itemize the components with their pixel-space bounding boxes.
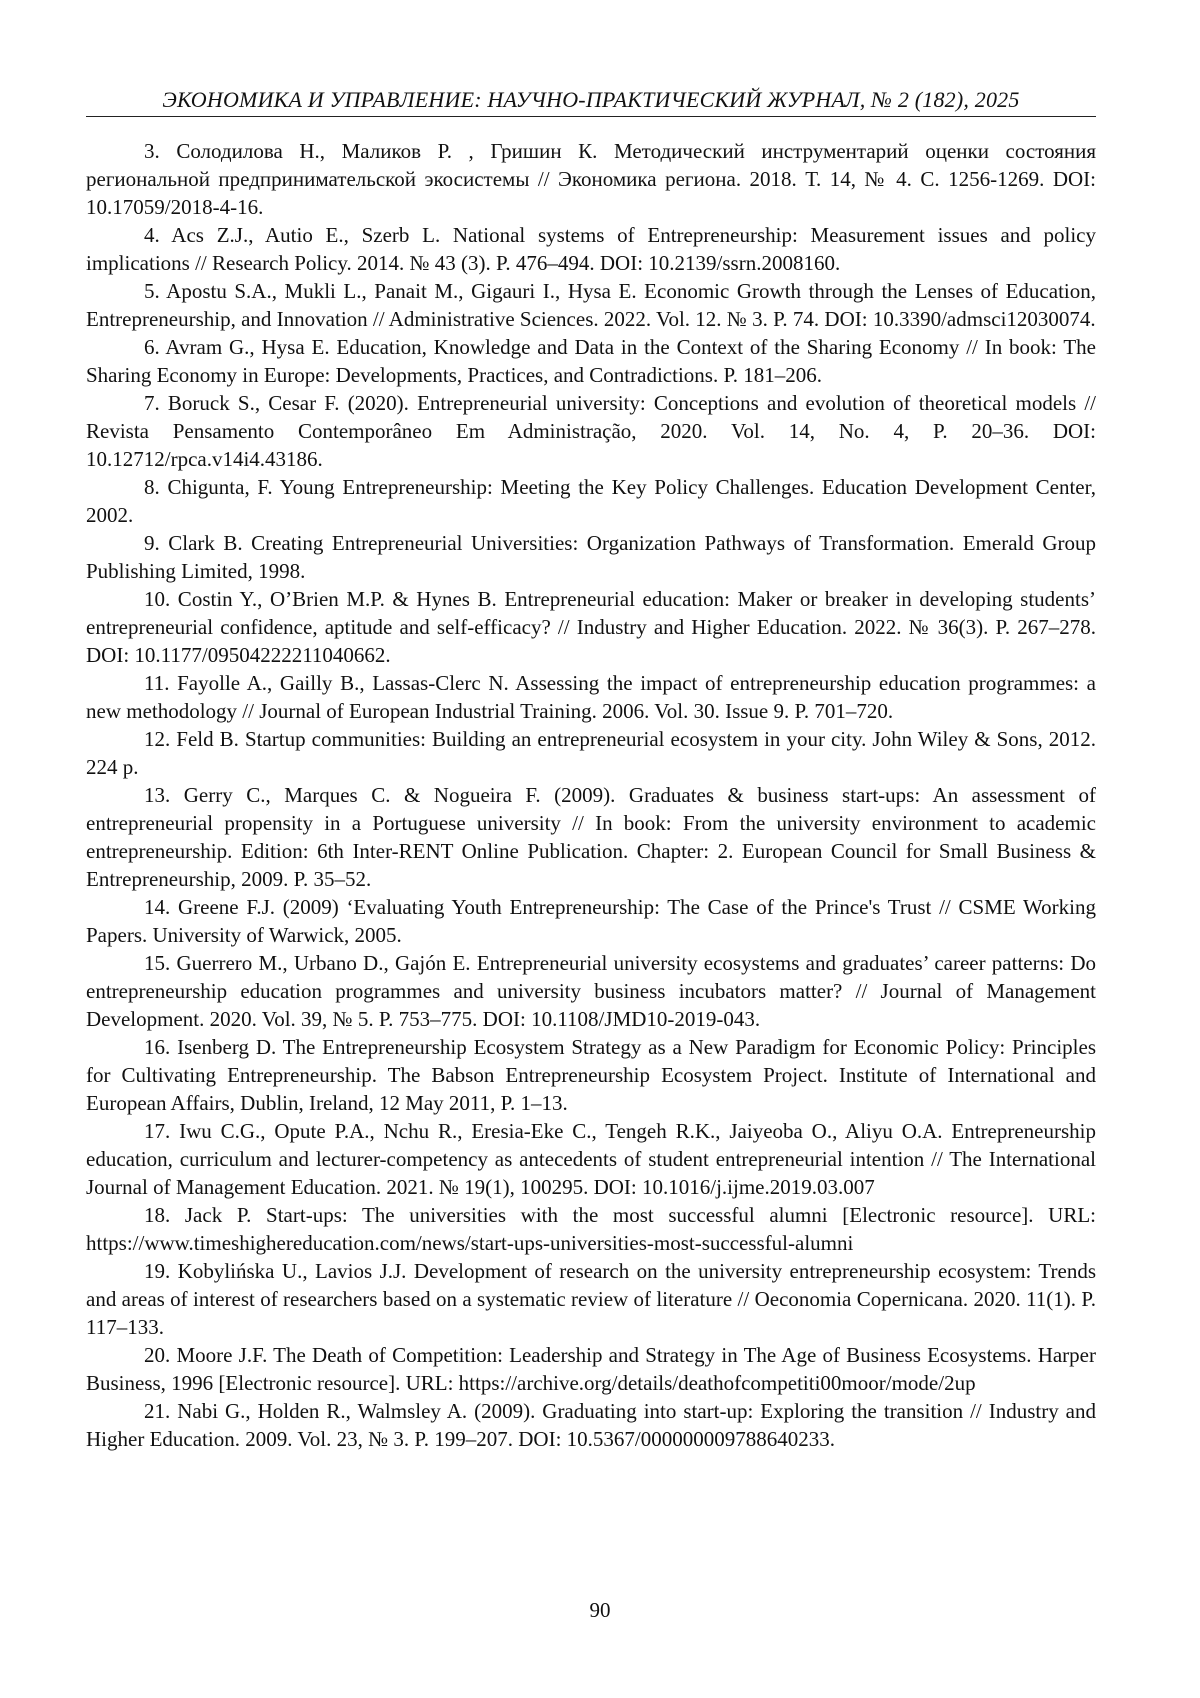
reference-item: 5. Apostu S.A., Mukli L., Panait M., Gigauri I., Hysa E. Economic Growth through the Lenses of Education, Entrepreneurship, and Innovation // Administrative Sciences. 2022. Vol. 12. № 3. P. 74. DOI: 10.3390/admsci12030074. <box>86 277 1096 333</box>
reference-item: 4. Acs Z.J., Autio E., Szerb L. National systems of Entrepreneurship: Measurement issues and policy implications // Research Policy. 2014. № 43 (3). P. 476–494. DOI: 10.2139/ssrn.2008160. <box>86 221 1096 277</box>
reference-item: 12. Feld B. Startup communities: Building an entrepreneurial ecosystem in your city. John Wiley & Sons, 2012. 224 p. <box>86 725 1096 781</box>
page-number: 90 <box>0 1596 1200 1624</box>
running-header: ЭКОНОМИКА И УПРАВЛЕНИЕ: НАУЧНО-ПРАКТИЧЕСКИЙ ЖУРНАЛ, № 2 (182), 2025 <box>86 86 1096 114</box>
reference-item: 7. Boruck S., Cesar F. (2020). Entrepreneurial university: Conceptions and evolution of theoretical models // Revista Pensamento Contemporâneo Em Administração, 2020. Vol. 14, No. 4, P. 20–36. DOI: 10.12712/rpca.v14i4.43186. <box>86 389 1096 473</box>
reference-item: 21. Nabi G., Holden R., Walmsley A. (2009). Graduating into start-up: Exploring the transition // Industry and Higher Education. 2009. Vol. 23, № 3. P. 199–207. DOI: 10.5367/000000009788640233. <box>86 1397 1096 1453</box>
reference-item: 9. Clark B. Creating Entrepreneurial Universities: Organization Pathways of Transformation. Emerald Group Publishing Limited, 1998. <box>86 529 1096 585</box>
reference-item: 8. Chigunta, F. Young Entrepreneurship: Meeting the Key Policy Challenges. Education Development Center, 2002. <box>86 473 1096 529</box>
reference-item: 6. Avram G., Hysa E. Education, Knowledge and Data in the Context of the Sharing Economy // In book: The Sharing Economy in Europe: Developments, Practices, and Contradictions. P. 181–206. <box>86 333 1096 389</box>
reference-item: 18. Jack P. Start-ups: The universities with the most successful alumni [Electronic resource]. URL: https://www.timeshighereducation.com/news/start-ups-universities-most-successful-alumni <box>86 1201 1096 1257</box>
reference-item: 11. Fayolle A., Gailly B., Lassas-Clerc N. Assessing the impact of entrepreneurship education programmes: a new methodology // Journal of European Industrial Training. 2006. Vol. 30. Issue 9. P. 701–720. <box>86 669 1096 725</box>
reference-item: 10. Costin Y., O’Brien M.P. & Hynes B. Entrepreneurial education: Maker or breaker in developing students’ entrepreneurial confidence, aptitude and self-efficacy? // Industry and Higher Education. 2022. № 36(3). P. 267–278. DOI: 10.1177/09504222211040662. <box>86 585 1096 669</box>
reference-item: 19. Kobylińska U., Lavios J.J. Development of research on the university entrepreneurship ecosystem: Trends and areas of interest of researchers based on a systematic review of literature // Oeconomia Copernicana. 2020. 11(1). P. 117–133. <box>86 1257 1096 1341</box>
reference-item: 14. Greene F.J. (2009) ‘Evaluating Youth Entrepreneurship: The Case of the Prince's Trust // CSME Working Papers. University of Warwick, 2005. <box>86 893 1096 949</box>
journal-page <box>0 0 1200 1698</box>
header-rule <box>86 116 1096 117</box>
reference-item: 13. Gerry C., Marques C. & Nogueira F. (2009). Graduates & business start-ups: An assessment of entrepreneurial propensity in a Portuguese university // In book: From the university environment to academic entrepreneurship. Edition: 6th Inter-RENT Online Publication. Chapter: 2. European Council for Small Business & Entrepreneurship, 2009. P. 35–52. <box>86 781 1096 893</box>
reference-list <box>86 137 1096 1453</box>
reference-item: 15. Guerrero M., Urbano D., Gajón E. Entrepreneurial university ecosystems and graduates’ career patterns: Do entrepreneurship education programmes and university business incubators matter? // Journal of Management Development. 2020. Vol. 39, № 5. P. 753–775. DOI: 10.1108/JMD10-2019-043. <box>86 949 1096 1033</box>
reference-item: 3. Солодилова Н., Маликов Р. , Гришин К. Методический инструментарий оценки состояния региональной предпринимательской экосистемы // Экономика региона. 2018. Т. 14, № 4. С. 1256-1269. DOI: 10.17059/2018-4-16. <box>86 137 1096 221</box>
reference-item: 20. Moore J.F. The Death of Competition: Leadership and Strategy in The Age of Business Ecosystems. Harper Business, 1996 [Electronic resource]. URL: https://archive.org/details/deathofcompetiti00moor/mode/2up <box>86 1341 1096 1397</box>
reference-item: 16. Isenberg D. The Entrepreneurship Ecosystem Strategy as a New Paradigm for Economic Policy: Principles for Cultivating Entrepreneurship. The Babson Entrepreneurship Ecosystem Project. Institute of International and European Affairs, Dublin, Ireland, 12 May 2011, P. 1–13. <box>86 1033 1096 1117</box>
reference-item: 17. Iwu C.G., Opute P.A., Nchu R., Eresia-Eke C., Tengeh R.K., Jaiyeoba O., Aliyu O.A. Entrepreneurship education, curriculum and lecturer-competency as antecedents of student entrepreneurial intention // The International Journal of Management Education. 2021. № 19(1), 100295. DOI: 10.1016/j.ijme.2019.03.007 <box>86 1117 1096 1201</box>
